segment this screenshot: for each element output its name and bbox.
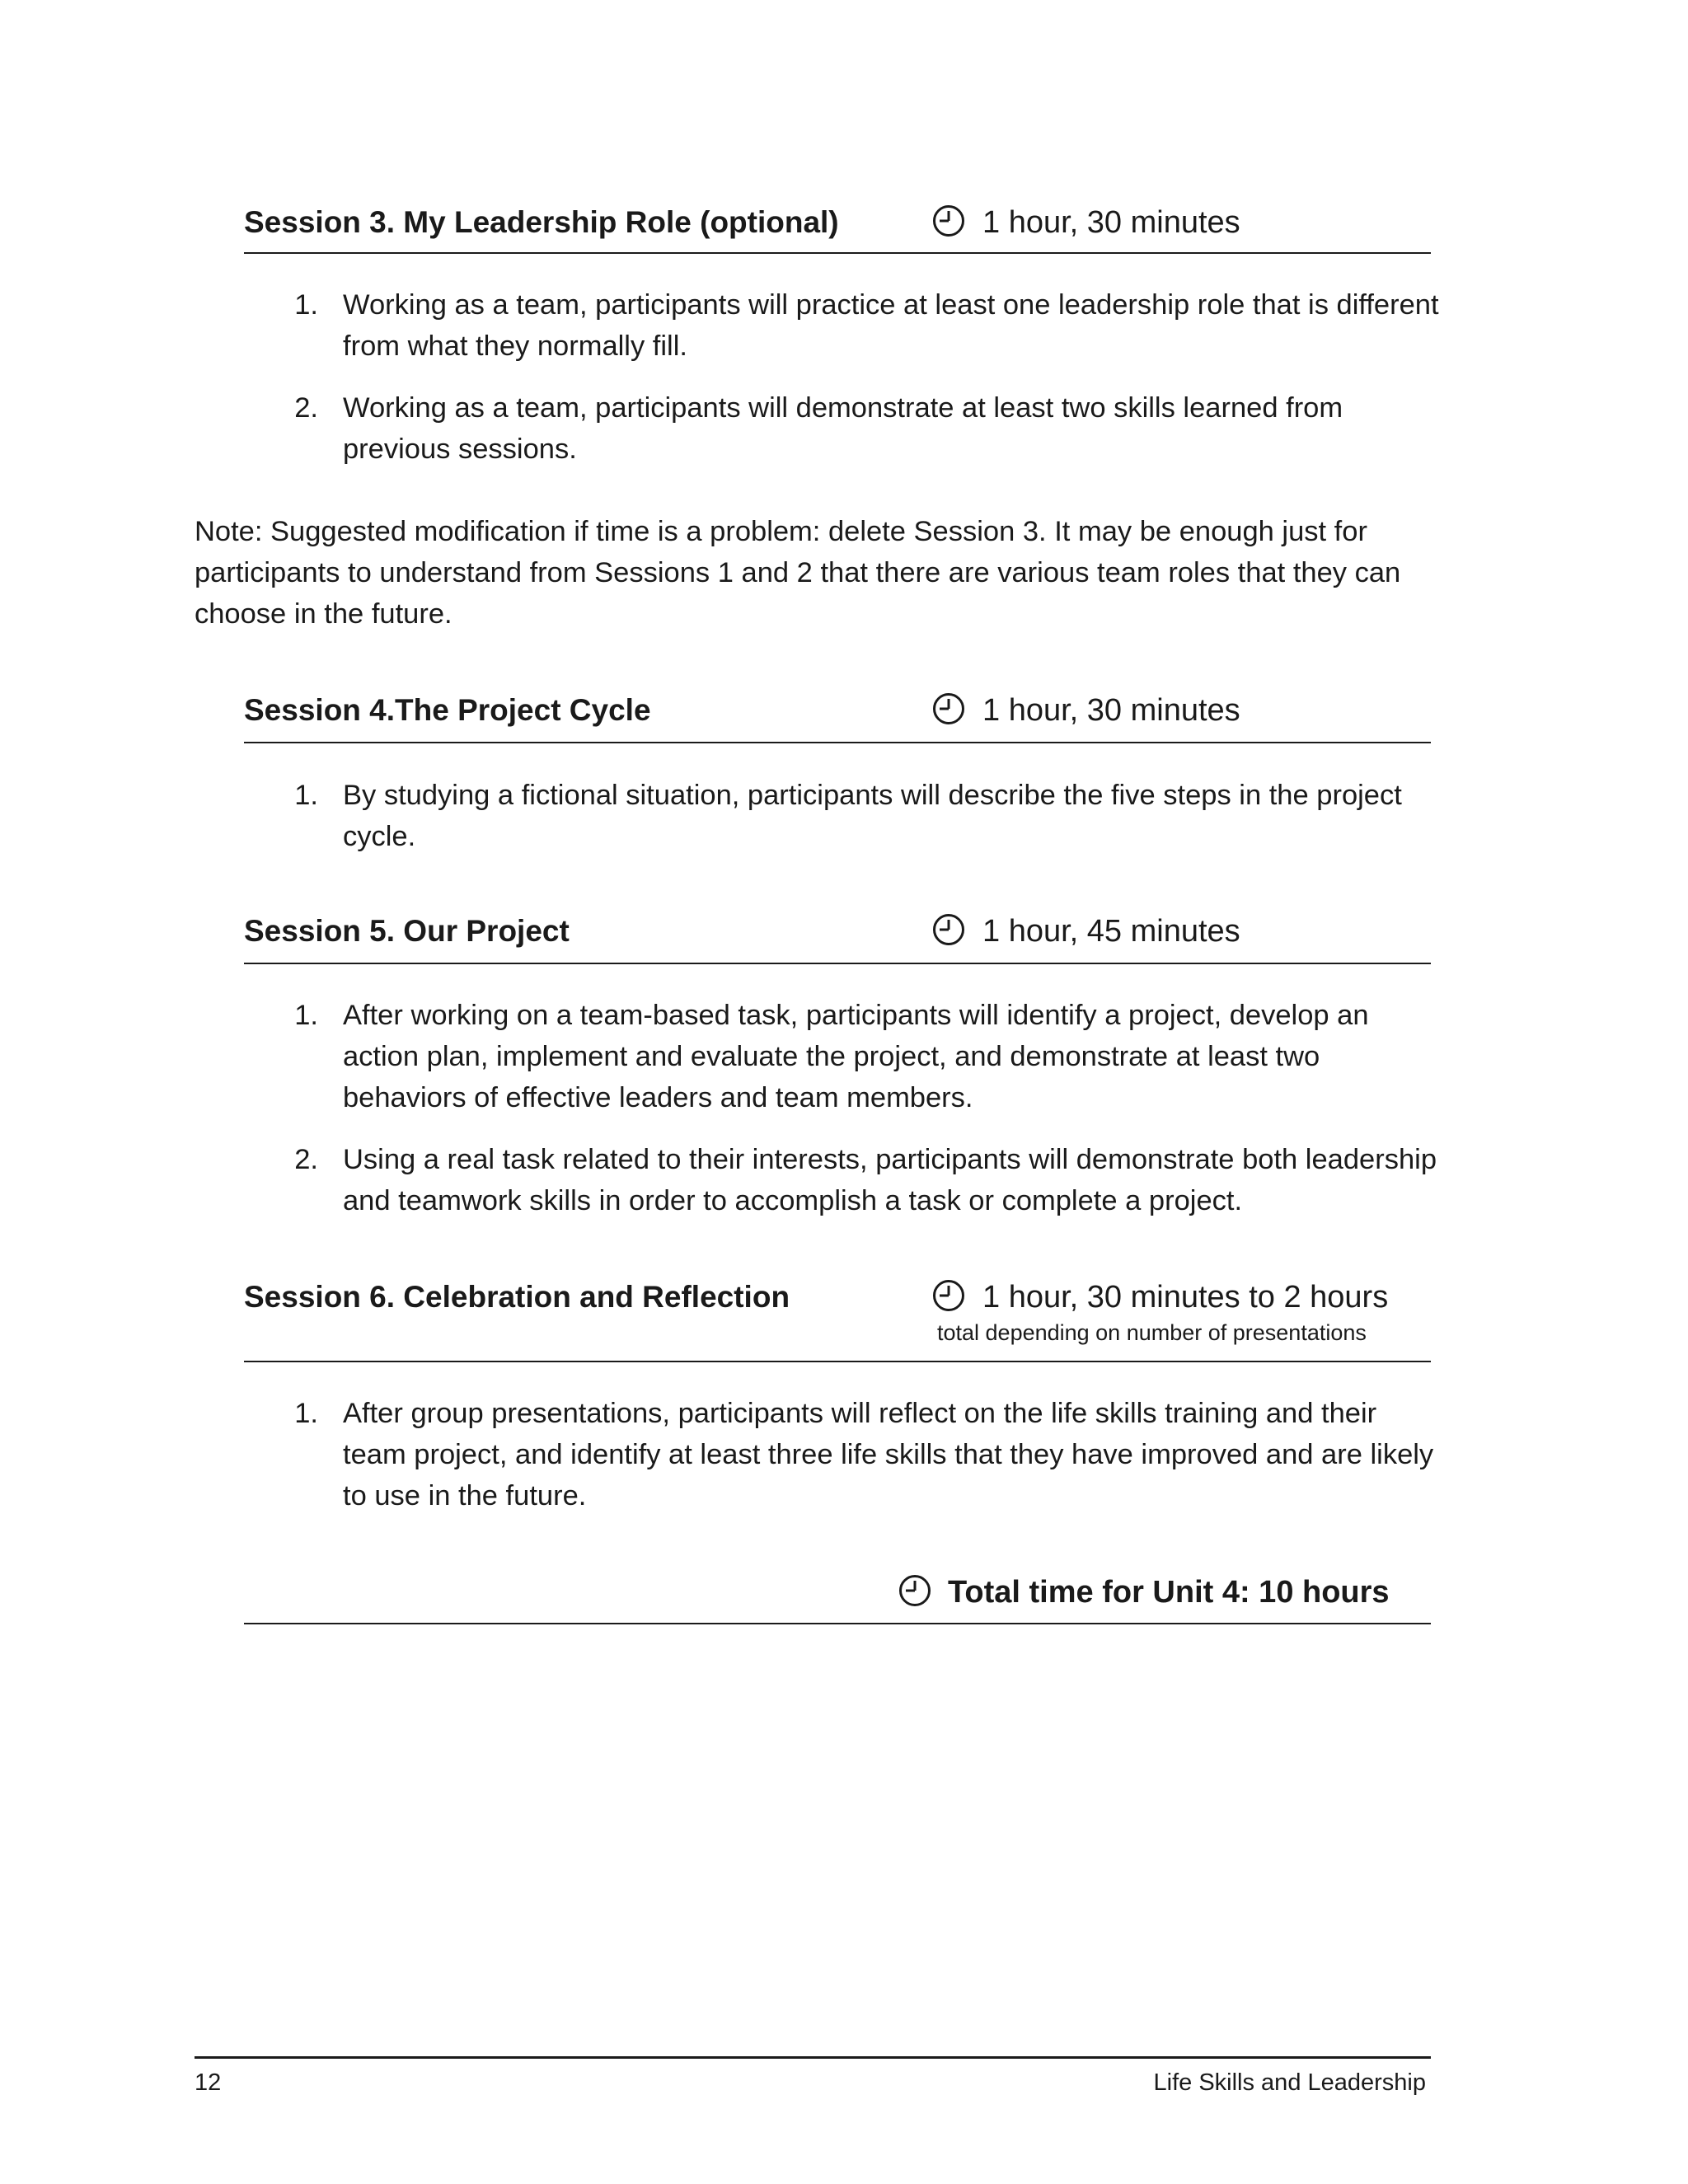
- clock-icon: [898, 1574, 931, 1607]
- list-item: After working on a team-based task, participants will identify a project, develop an action plan, implement and evaluate the project, and demonstrate at least two behaviors of effective leaders and team members.: [343, 1000, 1369, 1113]
- list-item: After group presentations, participants will reflect on the life skills training and their team project, and identify at least three life skills that they have improved and are likely to use in the future.: [343, 1398, 1434, 1511]
- list-item-number: 1.: [294, 1398, 318, 1429]
- section-divider: [244, 963, 1431, 964]
- section-divider: [244, 252, 1431, 254]
- list-item-number: 1.: [294, 1000, 318, 1031]
- running-footer-title: Life Skills and Leadership: [1153, 2069, 1426, 2096]
- list-item-number: 2.: [294, 1144, 318, 1175]
- list-item-number: 1.: [294, 780, 318, 811]
- session-title: Session 3. My Leadership Role (optional): [244, 205, 839, 239]
- total-time: Total time for Unit 4: 10 hours: [948, 1575, 1390, 1610]
- duration-note: total depending on number of presentations: [937, 1320, 1367, 1345]
- list-item-number: 1.: [294, 289, 318, 321]
- list-item: By studying a fictional situation, participants will describe the five steps in the project cycle.: [343, 780, 1402, 852]
- clock-icon: [932, 204, 965, 237]
- clock-icon: [932, 1279, 965, 1312]
- session-title: Session 4.The Project Cycle: [244, 693, 651, 727]
- list-item: Working as a team, participants will practice at least one leadership role that is different from what they normally fill.: [343, 289, 1439, 362]
- section-divider: [244, 1361, 1431, 1362]
- note-paragraph: Note: Suggested modification if time is a problem: delete Session 3. It may be enough just for participants to understand from Sessions 1 and 2 that there are various team roles that they can choose in the future.: [195, 516, 1401, 630]
- list-item-number: 2.: [294, 392, 318, 424]
- clock-icon: [932, 913, 965, 946]
- list-item: Working as a team, participants will demonstrate at least two skills learned from previous sessions.: [343, 392, 1343, 465]
- page-number: 12: [195, 2069, 222, 2096]
- session-duration: 1 hour, 30 minutes to 2 hours: [982, 1280, 1389, 1315]
- section-divider: [244, 1623, 1431, 1624]
- session-title: Session 6. Celebration and Reflection: [244, 1280, 790, 1314]
- session-title: Session 5. Our Project: [244, 914, 570, 948]
- footer-rule: [195, 2056, 1431, 2059]
- section-divider: [244, 742, 1431, 743]
- clock-icon: [932, 692, 965, 725]
- session-duration: 1 hour, 30 minutes: [982, 693, 1240, 728]
- session-duration: 1 hour, 45 minutes: [982, 914, 1240, 949]
- session-duration: 1 hour, 30 minutes: [982, 205, 1240, 240]
- list-item: Using a real task related to their interests, participants will demonstrate both leadership and teamwork skills in order to accomplish a task or complete a project.: [343, 1144, 1437, 1216]
